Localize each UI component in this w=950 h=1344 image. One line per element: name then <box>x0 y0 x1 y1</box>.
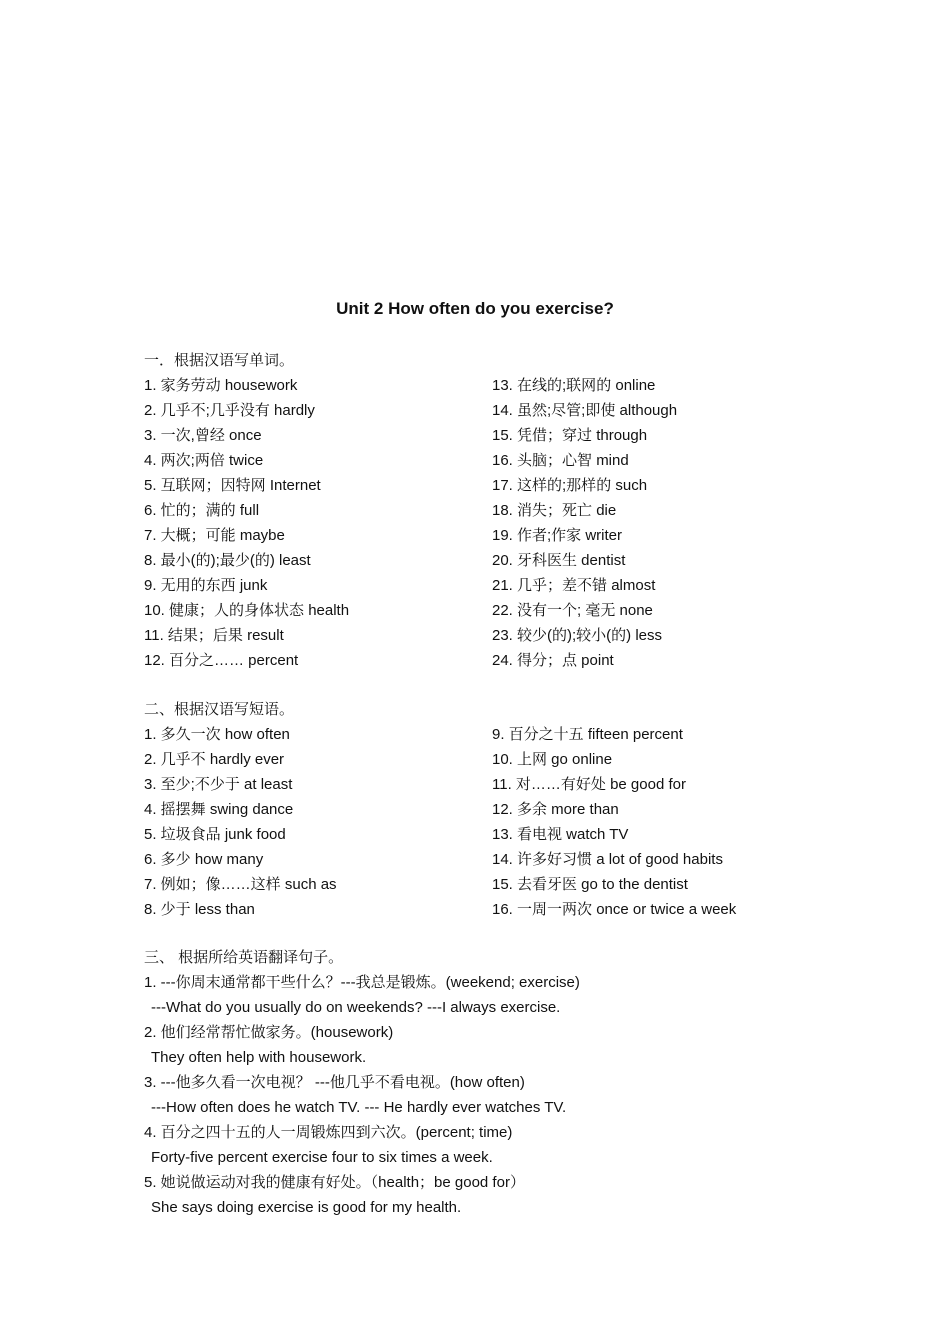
list-item: 13. 在线的;联网的 online <box>492 377 656 394</box>
list-item: 20. 牙科医生 dentist <box>492 552 626 569</box>
list-item: 14. 许多好习惯 a lot of good habits <box>492 851 723 868</box>
phrases-right-column <box>492 722 822 922</box>
list-item: 16. 一周一两次 once or twice a week <box>492 901 737 918</box>
list-item: 19. 作者;作家 writer <box>492 527 623 544</box>
section-heading: 一．根据汉语写单词。 <box>144 352 295 369</box>
list-item: 4. 两次;两倍 twice <box>144 452 264 469</box>
section-translation <box>144 945 824 1220</box>
list-item: 10. 健康；人的身体状态 health <box>144 602 350 619</box>
list-item: 7. 例如；像……这样 such as <box>144 876 337 893</box>
list-item: 3. 至少;不少于 at least <box>144 776 293 793</box>
list-item: 18. 消失；死亡 die <box>492 502 617 519</box>
list-item: 10. 上网 go online <box>492 751 613 768</box>
answer-line: Forty-five percent exercise four to six times a week. <box>151 1149 493 1166</box>
question-line: 5. 她说做运动对我的健康有好处。（health；be good for） <box>144 1174 525 1191</box>
page-title: Unit 2 How often do you exercise? <box>336 299 614 318</box>
list-item: 6. 多少 how many <box>144 851 264 868</box>
section-vocabulary <box>144 348 824 673</box>
question-line: 2. 他们经常帮忙做家务。(housework) <box>144 1024 394 1041</box>
question-line: 4. 百分之四十五的人一周锻炼四到六次。(percent; time) <box>144 1124 513 1141</box>
list-item: 8. 最小(的);最少(的) least <box>144 552 311 569</box>
list-item: 8. 少于 less than <box>144 901 255 918</box>
vocab-right-column <box>492 373 822 673</box>
list-item: 12. 百分之…… percent <box>144 652 299 669</box>
list-item: 9. 无用的东西 junk <box>144 577 268 594</box>
list-item: 11. 结果；后果 result <box>144 627 284 644</box>
list-item: 2. 几乎不;几乎没有 hardly <box>144 402 315 419</box>
list-item: 22. 没有一个; 毫无 none <box>492 602 653 619</box>
list-item: 16. 头脑；心智 mind <box>492 452 629 469</box>
answer-line: ---What do you usually do on weekends? ---I always exercise. <box>151 999 561 1016</box>
section-phrases <box>144 697 824 922</box>
list-item: 11. 对……有好处 be good for <box>492 776 686 793</box>
list-item: 1. 多久一次 how often <box>144 726 290 743</box>
list-item: 17. 这样的;那样的 such <box>492 477 648 494</box>
list-item: 14. 虽然;尽管;即使 although <box>492 402 678 419</box>
list-item: 23. 较少(的);较小(的) less <box>492 627 663 644</box>
list-item: 5. 垃圾食品 junk food <box>144 826 286 843</box>
section-heading: 二、根据汉语写短语。 <box>144 701 295 718</box>
list-item: 6. 忙的；满的 full <box>144 502 260 519</box>
list-item: 12. 多余 more than <box>492 801 619 818</box>
question-line: 3. ---他多久看一次电视？ ---他几乎不看电视。(how often) <box>144 1074 525 1091</box>
list-item: 13. 看电视 watch TV <box>492 826 629 843</box>
list-item: 4. 摇摆舞 swing dance <box>144 801 294 818</box>
vocab-left-column <box>144 373 492 673</box>
phrases-left-column <box>144 722 492 922</box>
list-item: 24. 得分；点 point <box>492 652 614 669</box>
list-item: 15. 去看牙医 go to the dentist <box>492 876 688 893</box>
question-line: 1. ---你周末通常都干些什么？---我总是锻炼。(weekend; exercise) <box>144 974 580 991</box>
answer-line: She says doing exercise is good for my health. <box>151 1199 462 1216</box>
list-item: 15. 凭借；穿过 through <box>492 427 648 444</box>
list-item: 2. 几乎不 hardly ever <box>144 751 285 768</box>
list-item: 7. 大概；可能 maybe <box>144 527 285 544</box>
list-item: 3. 一次,曾经 once <box>144 427 262 444</box>
list-item: 9. 百分之十五 fifteen percent <box>492 726 683 743</box>
list-item: 21. 几乎；差不错 almost <box>492 577 656 594</box>
answer-line: ---How often does he watch TV. --- He hardly ever watches TV. <box>151 1099 567 1116</box>
list-item: 1. 家务劳动 housework <box>144 377 298 394</box>
list-item: 5. 互联网；因特网 Internet <box>144 477 321 494</box>
section-heading: 三、 根据所给英语翻译句子。 <box>144 949 344 966</box>
answer-line: They often help with housework. <box>151 1049 367 1066</box>
